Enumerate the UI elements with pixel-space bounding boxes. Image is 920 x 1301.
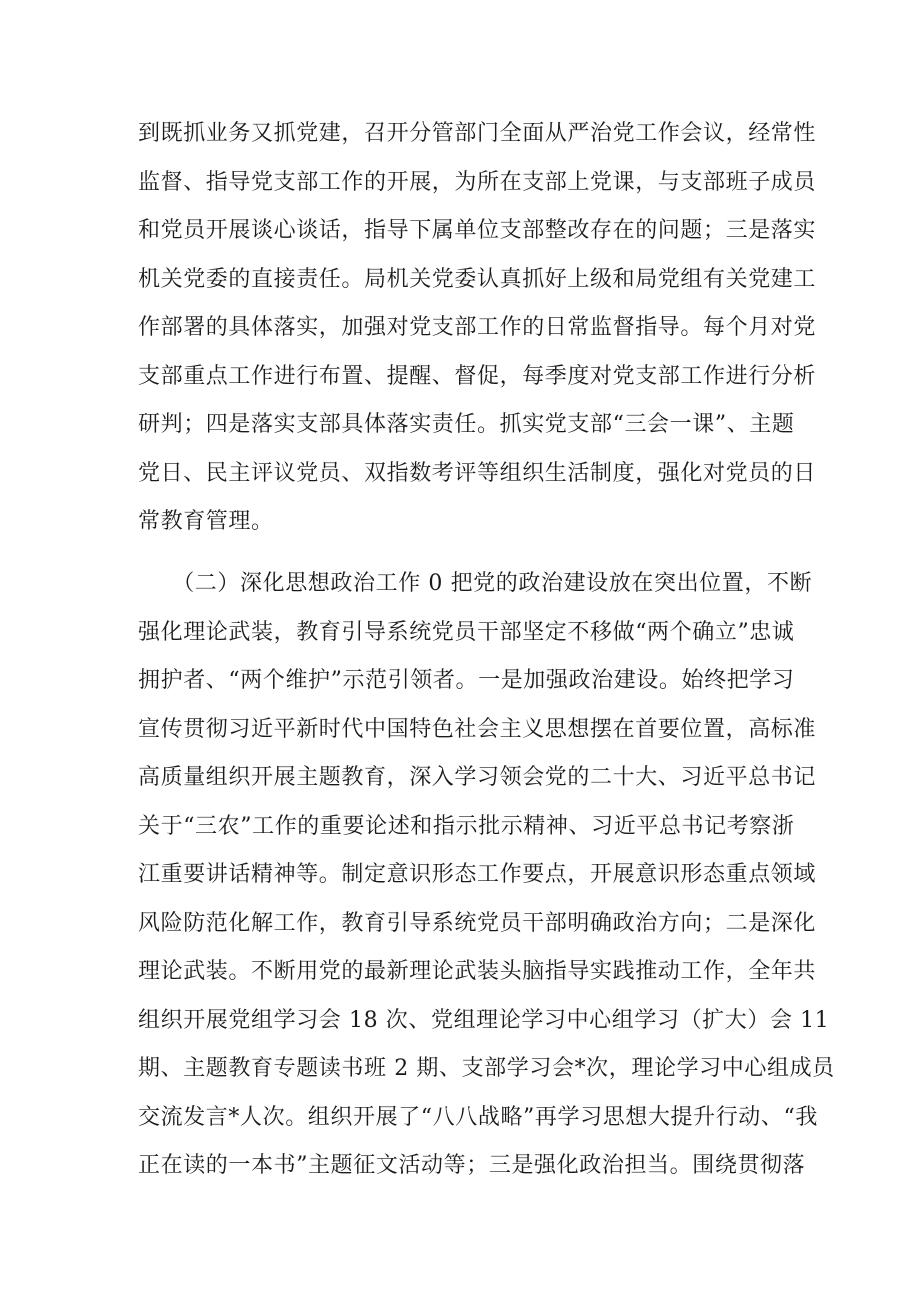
text-line: 交流发言*人次。组织开展了“八八战略”再学习思想大提升行动、“我 [138, 1104, 818, 1130]
text-line: 高质量组织开展主题教育，深入学习领会党的二十大、习近平总书记 [138, 765, 817, 790]
text-line: 理论武装。不断用党的最新理论武装头脑指导实践推动工作，全年共 [138, 959, 817, 984]
text-line: 常教育管理。 [138, 509, 274, 534]
text-line: 到既抓业务又抓党建，召开分管部门全面从严治党工作会议，经常性 [138, 121, 817, 146]
text-line: 宣传贯彻习近平新时代中国特色社会主义思想摆在首要位置，高标准 [138, 716, 817, 742]
text-line: （二）深化思想政治工作 0 把党的政治建设放在突出位置，不断 [138, 571, 813, 596]
text-line: 期、主题教育专题读书班 2 期、支部学习会*次，理论学习中心组成员 [138, 1056, 835, 1081]
text-line: 监督、指导党支部工作的开展，为所在支部上党课，与支部班子成员 [138, 169, 817, 195]
text-line: 强化理论武装，教育引导系统党员干部坚定不移做“两个确立”忠诚 [138, 619, 795, 645]
paragraph-party-building-responsibility [138, 110, 817, 547]
text-line: 作部署的具体落实，加强对党支部工作的日常监督指导。每个月对党 [138, 315, 817, 340]
paragraph-ideological-political-work [138, 560, 835, 1191]
text-line: 组织开展党组学习会 18 次、党组理论学习中心组学习（扩大）会 11 [138, 1007, 830, 1033]
text-line: 党日、民主评议党员、双指数考评等组织生活制度，强化对党员的日 [138, 460, 817, 486]
text-line: 江重要讲话精神等。制定意识形态工作要点，开展意识形态重点领域 [138, 862, 817, 887]
text-line: 风险防范化解工作，教育引导系统党员干部明确政治方向；二是深化 [138, 910, 817, 936]
text-line: 和党员开展谈心谈话，指导下属单位支部整改存在的问题；三是落实 [138, 218, 817, 243]
text-line: 机关党委的直接责任。局机关党委认真抓好上级和局党组有关党建工 [138, 266, 817, 292]
text-line: 支部重点工作进行布置、提醒、督促，每季度对党支部工作进行分析 [138, 363, 817, 389]
text-line: 正在读的一本书”主题征文活动等；三是强化政治担当。围绕贯彻落 [138, 1153, 806, 1178]
text-line: 研判；四是落实支部具体落实责任。抓实党支部“三会一课”、主题 [138, 412, 795, 437]
text-line: 关于“三农”工作的重要论述和指示批示精神、习近平总书记考察浙 [138, 813, 795, 839]
text-line: 拥护者、“两个维护”示范引领者。一是加强政治建设。始终把学习 [138, 668, 795, 693]
